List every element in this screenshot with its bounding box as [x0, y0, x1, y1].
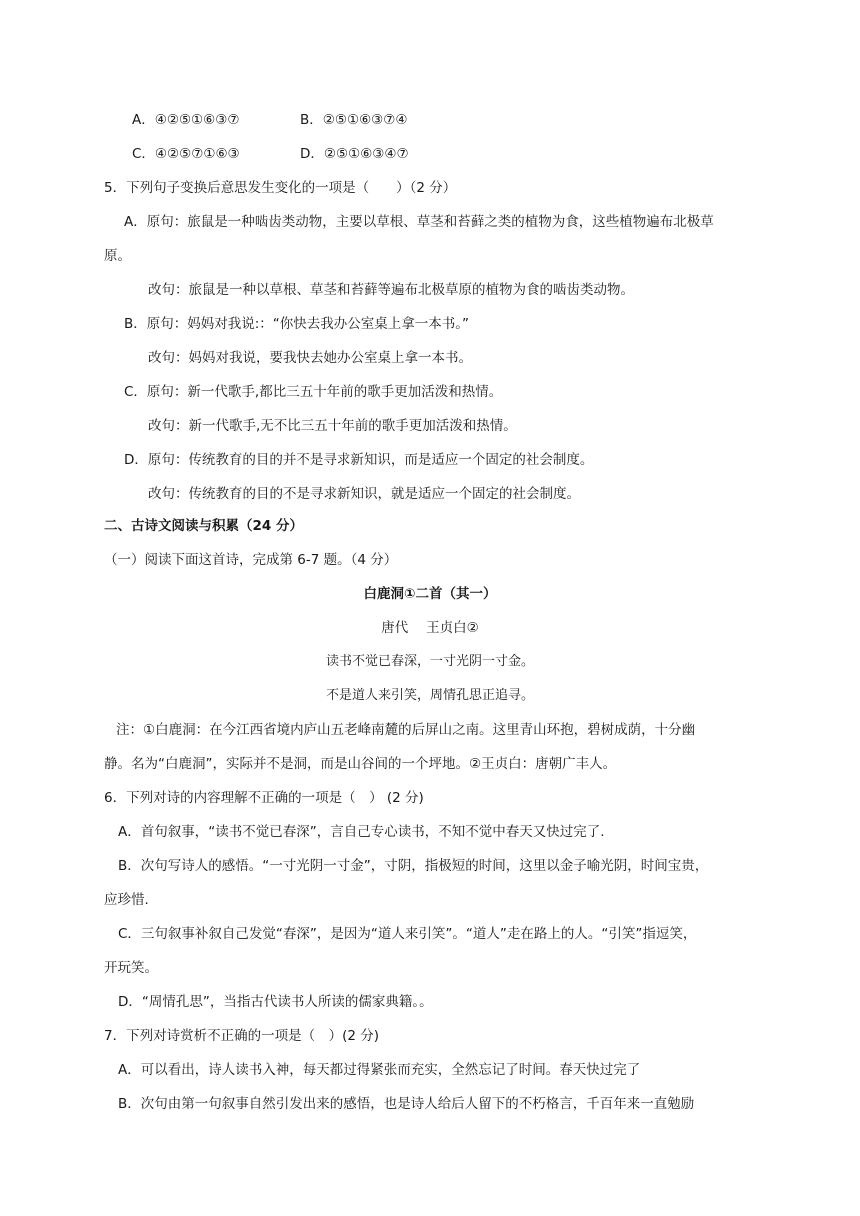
q5-a-original-line1: A．原句：旅鼠是一种啮齿类动物，主要以草根、草茎和苔藓之类的植物为食，这些植物遍布北极草	[124, 214, 714, 230]
poem-author: 唐代 王贞白②	[381, 620, 479, 636]
note-line-1: 注：①白鹿洞：在今江西省境内庐山五老峰南麓的后屏山之南。这里青山环抱，碧树成荫，十分幽	[116, 722, 696, 738]
q5-a-revised: 改句：旅鼠是一种以草根、草茎和苔藓等遍布北极草原的植物为食的啮齿类动物。	[148, 282, 634, 298]
q7-option-a: A．可以看出，诗人读书入神，每天都过得紧张而充实，全然忘记了时间。春天快过完了	[118, 1062, 641, 1078]
q4-option-c: C．④②⑤⑦①⑥③	[132, 146, 240, 162]
section-heading: 二、古诗文阅读与积累（24 分）	[104, 518, 303, 534]
q6-stem: 6．下列对诗的内容理解不正确的一项是（ ） (2 分)	[104, 790, 424, 806]
q4-option-b: B．②⑤①⑥③⑦④	[300, 112, 408, 128]
q5-c-original: C．原句：新一代歌手,都比三五十年前的歌手更加活泼和热情。	[124, 384, 503, 400]
q6-option-b-line2: 应珍惜.	[104, 892, 149, 908]
q4-option-a: A．④②⑤①⑥③⑦	[132, 112, 240, 128]
q5-b-original: B．原句：妈妈对我说:：“你快去我办公室桌上拿一本书。”	[124, 316, 470, 332]
q4-option-row-2	[132, 144, 409, 164]
poem-line-2: 不是道人来引笑，周情孔思正追寻。	[325, 688, 534, 703]
poem-line-1: 读书不觉已春深，一寸光阴一寸金。	[325, 654, 534, 669]
q5-d-original: D．原句：传统教育的目的并不是寻求新知识，而是适应一个固定的社会制度。	[124, 452, 594, 468]
q4-option-row-1	[132, 110, 407, 130]
q4-option-d: D．②⑤①⑥③④⑦	[300, 146, 409, 162]
q6-option-d: D．“周情孔思”，当指古代读书人所读的儒家典籍。。	[118, 994, 433, 1010]
q5-c-revised: 改句：新一代歌手,无不比三五十年前的歌手更加活泼和热情。	[148, 418, 517, 434]
q5-a-original-line2: 原。	[104, 248, 131, 264]
q6-option-c-line1: C．三句叙事补叙自己发觉“春深”，是因为“道人来引笑”。“道人”走在路上的人。“引笑”指逗笑，	[118, 926, 697, 942]
q6-option-b-line1: B．次句写诗人的感悟。“一寸光阴一寸金”，寸阴，指极短的时间，这里以金子喻光阴，时间宝贵，	[118, 858, 709, 874]
q7-option-b: B．次句由第一句叙事自然引发出来的感悟，也是诗人给后人留下的不朽格言，千百年来一直勉励	[118, 1096, 695, 1112]
q5-d-revised: 改句：传统教育的目的不是寻求新知识，就是适应一个固定的社会制度。	[148, 486, 580, 502]
note-line-2: 静。名为“白鹿洞”，实际并不是洞，而是山谷间的一个坪地。②王贞白：唐朝广丰人。	[104, 756, 617, 772]
q7-stem: 7．下列对诗赏析不正确的一项是（ ）(2 分)	[104, 1028, 380, 1044]
q5-stem: 5．下列句子变换后意思发生变化的一项是（ ）（2 分）	[104, 180, 457, 196]
section-subheading: （一）阅读下面这首诗，完成第 6-7 题。（4 分）	[104, 552, 398, 568]
q6-option-c-line2: 开玩笑。	[104, 960, 158, 976]
poem-title: 白鹿洞①二首（其一）	[363, 586, 497, 602]
q6-option-a: A．首句叙事，“读书不觉已春深”，言自己专心读书，不知不觉中春天又快过完了.	[118, 824, 605, 840]
q5-b-revised: 改句：妈妈对我说，要我快去她办公室桌上拿一本书。	[148, 350, 472, 366]
